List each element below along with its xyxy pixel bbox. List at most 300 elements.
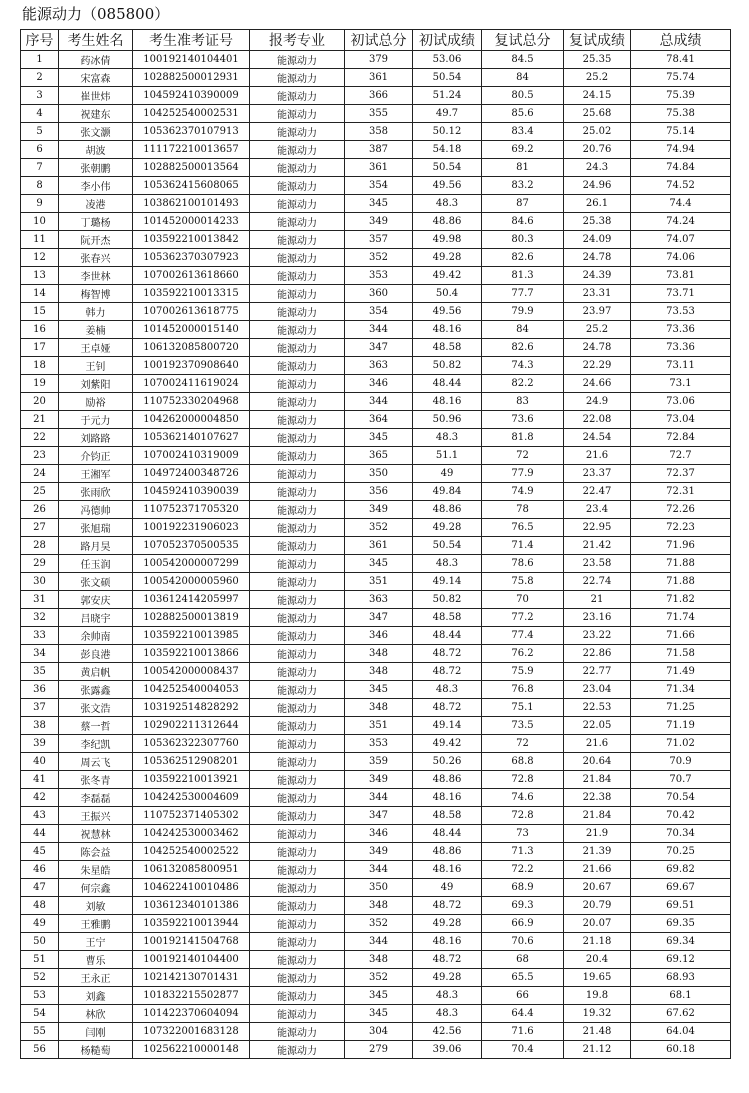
table-row	[21, 249, 731, 267]
table-cell: 48.72	[413, 645, 482, 663]
table-cell: 43	[21, 807, 59, 825]
table-cell: 78.6	[482, 555, 564, 573]
table-row	[21, 1023, 731, 1041]
table-cell: 21.9	[564, 825, 631, 843]
table-cell: 48.86	[413, 501, 482, 519]
table-cell: 能源动力	[250, 105, 345, 123]
table-cell: 104252540004053	[133, 681, 250, 699]
table-cell: 48.16	[413, 789, 482, 807]
table-cell: 20.76	[564, 141, 631, 159]
table-cell: 50	[21, 933, 59, 951]
table-cell: 73	[482, 825, 564, 843]
table-cell: 106132085800951	[133, 861, 250, 879]
table-cell: 71.74	[631, 609, 731, 627]
table-cell: 103592210013315	[133, 285, 250, 303]
table-cell: 21.6	[564, 447, 631, 465]
table-cell: 王钊	[59, 357, 133, 375]
table-cell: 352	[345, 969, 413, 987]
table-row	[21, 645, 731, 663]
table-cell: 69.51	[631, 897, 731, 915]
table-cell: 21	[21, 411, 59, 429]
table-cell: 冯德帅	[59, 501, 133, 519]
table-row	[21, 339, 731, 357]
table-cell: 55	[21, 1023, 59, 1041]
table-cell: 110752371405302	[133, 807, 250, 825]
table-cell: 48.86	[413, 771, 482, 789]
table-row	[21, 501, 731, 519]
table-cell: 101452000014233	[133, 213, 250, 231]
table-cell: 阮开杰	[59, 231, 133, 249]
table-cell: 能源动力	[250, 213, 345, 231]
table-cell: 70.4	[482, 1041, 564, 1059]
table-cell: 84	[482, 321, 564, 339]
table-cell: 102882500012931	[133, 69, 250, 87]
table-cell: 73.36	[631, 339, 731, 357]
table-cell: 21.66	[564, 861, 631, 879]
table-cell: 104592410390009	[133, 87, 250, 105]
table-cell: 102882500013564	[133, 159, 250, 177]
table-cell: 78.41	[631, 51, 731, 69]
table-cell: 24.3	[564, 159, 631, 177]
table-row	[21, 321, 731, 339]
table-cell: 陈会益	[59, 843, 133, 861]
table-cell: 能源动力	[250, 843, 345, 861]
table-cell: 能源动力	[250, 861, 345, 879]
table-cell: 能源动力	[250, 429, 345, 447]
table-cell: 1	[21, 51, 59, 69]
table-cell: 17	[21, 339, 59, 357]
table-row	[21, 879, 731, 897]
table-cell: 64.04	[631, 1023, 731, 1041]
table-cell: 23.97	[564, 303, 631, 321]
table-cell: 28	[21, 537, 59, 555]
table-cell: 105362370107913	[133, 123, 250, 141]
table-cell: 49.28	[413, 519, 482, 537]
table-cell: 81.3	[482, 267, 564, 285]
table-cell: 74.94	[631, 141, 731, 159]
table-cell: 104622410010486	[133, 879, 250, 897]
header-cell: 考生姓名	[59, 30, 133, 51]
table-cell: 73.5	[482, 717, 564, 735]
table-cell: 48.3	[413, 1005, 482, 1023]
table-cell: 104972400348726	[133, 465, 250, 483]
table-cell: 能源动力	[250, 249, 345, 267]
table-cell: 103592210013866	[133, 645, 250, 663]
table-cell: 能源动力	[250, 339, 345, 357]
table-row	[21, 591, 731, 609]
table-cell: 48.72	[413, 897, 482, 915]
table-cell: 69.34	[631, 933, 731, 951]
table-cell: 71.66	[631, 627, 731, 645]
table-cell: 74.84	[631, 159, 731, 177]
table-cell: 71.88	[631, 555, 731, 573]
table-cell: 349	[345, 501, 413, 519]
table-cell: 宋富森	[59, 69, 133, 87]
table-cell: 349	[345, 771, 413, 789]
table-cell: 105362322307760	[133, 735, 250, 753]
table-cell: 71.88	[631, 573, 731, 591]
table-cell: 354	[345, 177, 413, 195]
table-row	[21, 231, 731, 249]
table-cell: 21.42	[564, 537, 631, 555]
table-cell: 彭良港	[59, 645, 133, 663]
table-cell: 51.24	[413, 87, 482, 105]
table-cell: 348	[345, 645, 413, 663]
table-cell: 50.26	[413, 753, 482, 771]
table-cell: 丁璐杨	[59, 213, 133, 231]
table-cell: 于元力	[59, 411, 133, 429]
table-cell: 49.56	[413, 303, 482, 321]
table-cell: 74.3	[482, 357, 564, 375]
table-cell: 能源动力	[250, 447, 345, 465]
table-cell: 15	[21, 303, 59, 321]
table-cell: 68.9	[482, 879, 564, 897]
table-row	[21, 141, 731, 159]
table-cell: 66.9	[482, 915, 564, 933]
table-cell: 26.1	[564, 195, 631, 213]
table-row	[21, 681, 731, 699]
table-cell: 24.96	[564, 177, 631, 195]
table-cell: 50.82	[413, 357, 482, 375]
table-cell: 路月昊	[59, 537, 133, 555]
table-cell: 68	[482, 951, 564, 969]
table-cell: 能源动力	[250, 123, 345, 141]
table-cell: 100192140104401	[133, 51, 250, 69]
table-row	[21, 861, 731, 879]
table-row	[21, 627, 731, 645]
table-row	[21, 303, 731, 321]
table-cell: 蔡一哲	[59, 717, 133, 735]
table-cell: 73.11	[631, 357, 731, 375]
table-cell: 37	[21, 699, 59, 717]
table-row	[21, 717, 731, 735]
table-cell: 6	[21, 141, 59, 159]
table-cell: 75.8	[482, 573, 564, 591]
table-cell: 81.8	[482, 429, 564, 447]
table-row	[21, 1041, 731, 1059]
table-row	[21, 555, 731, 573]
table-cell: 3	[21, 87, 59, 105]
table-cell: 能源动力	[250, 1023, 345, 1041]
table-cell: 39.06	[413, 1041, 482, 1059]
table-cell: 22.77	[564, 663, 631, 681]
table-row	[21, 393, 731, 411]
table-cell: 王卓娅	[59, 339, 133, 357]
table-cell: 80.5	[482, 87, 564, 105]
table-cell: 78	[482, 501, 564, 519]
table-cell: 101452000015140	[133, 321, 250, 339]
table-row	[21, 285, 731, 303]
table-cell: 20	[21, 393, 59, 411]
table-cell: 348	[345, 663, 413, 681]
table-cell: 张露鑫	[59, 681, 133, 699]
table-cell: 能源动力	[250, 555, 345, 573]
table-cell: 107002613618660	[133, 267, 250, 285]
table-cell: 22.29	[564, 357, 631, 375]
table-cell: 能源动力	[250, 1041, 345, 1059]
table-cell: 48.72	[413, 951, 482, 969]
table-row	[21, 69, 731, 87]
table-cell: 7	[21, 159, 59, 177]
table-cell: 71.19	[631, 717, 731, 735]
table-cell: 20.79	[564, 897, 631, 915]
table-cell: 48.86	[413, 213, 482, 231]
table-cell: 104242530003462	[133, 825, 250, 843]
table-cell: 22.38	[564, 789, 631, 807]
table-cell: 52	[21, 969, 59, 987]
table-cell: 5	[21, 123, 59, 141]
table-cell: 60.18	[631, 1041, 731, 1059]
table-cell: 23.16	[564, 609, 631, 627]
table-cell: 40	[21, 753, 59, 771]
table-cell: 83.2	[482, 177, 564, 195]
table-cell: 76.2	[482, 645, 564, 663]
table-cell: 19	[21, 375, 59, 393]
table-cell: 100192141504768	[133, 933, 250, 951]
table-cell: 49.28	[413, 249, 482, 267]
table-cell: 张文硕	[59, 573, 133, 591]
table-row	[21, 519, 731, 537]
table-cell: 64.4	[482, 1005, 564, 1023]
table-cell: 张春兴	[59, 249, 133, 267]
table-cell: 77.7	[482, 285, 564, 303]
table-cell: 49.7	[413, 105, 482, 123]
table-cell: 王永正	[59, 969, 133, 987]
table-cell: 72.84	[631, 429, 731, 447]
table-cell: 19.32	[564, 1005, 631, 1023]
table-cell: 104592410390039	[133, 483, 250, 501]
table-cell: 104252540002522	[133, 843, 250, 861]
table-cell: 能源动力	[250, 735, 345, 753]
table-cell: 70.25	[631, 843, 731, 861]
table-row	[21, 537, 731, 555]
table-cell: 能源动力	[250, 573, 345, 591]
table-cell: 30	[21, 573, 59, 591]
table-cell: 18	[21, 357, 59, 375]
table-row	[21, 771, 731, 789]
table-cell: 103862100101493	[133, 195, 250, 213]
table-cell: 余帅南	[59, 627, 133, 645]
table-cell: 352	[345, 519, 413, 537]
table-cell: 药冰倩	[59, 51, 133, 69]
table-cell: 49.42	[413, 267, 482, 285]
table-cell: 24.09	[564, 231, 631, 249]
table-cell: 22.95	[564, 519, 631, 537]
table-cell: 73.53	[631, 303, 731, 321]
table-cell: 张旭瑞	[59, 519, 133, 537]
table-cell: 72.7	[631, 447, 731, 465]
table-cell: 42.56	[413, 1023, 482, 1041]
table-cell: 50.54	[413, 537, 482, 555]
table-cell: 69.35	[631, 915, 731, 933]
table-cell: 能源动力	[250, 519, 345, 537]
table-cell: 56	[21, 1041, 59, 1059]
table-cell: 能源动力	[250, 789, 345, 807]
table-cell: 77.4	[482, 627, 564, 645]
table-cell: 364	[345, 411, 413, 429]
table-cell: 103592210013842	[133, 231, 250, 249]
table-cell: 22.47	[564, 483, 631, 501]
table-cell: 24.78	[564, 249, 631, 267]
table-cell: 100542000005960	[133, 573, 250, 591]
table-cell: 22.86	[564, 645, 631, 663]
table-cell: 101832215502877	[133, 987, 250, 1005]
table-cell: 353	[345, 735, 413, 753]
table-cell: 王雅鹏	[59, 915, 133, 933]
table-cell: 83.4	[482, 123, 564, 141]
table-cell: 102142130701431	[133, 969, 250, 987]
table-row	[21, 105, 731, 123]
table-cell: 25.02	[564, 123, 631, 141]
table-row	[21, 699, 731, 717]
table-cell: 348	[345, 951, 413, 969]
table-cell: 344	[345, 789, 413, 807]
table-cell: 345	[345, 681, 413, 699]
table-cell: 能源动力	[250, 627, 345, 645]
table-cell: 69.3	[482, 897, 564, 915]
table-cell: 48.3	[413, 681, 482, 699]
table-cell: 祝建东	[59, 105, 133, 123]
table-cell: 70.42	[631, 807, 731, 825]
table-cell: 能源动力	[250, 645, 345, 663]
table-cell: 100192370908640	[133, 357, 250, 375]
table-cell: 69.2	[482, 141, 564, 159]
table-cell: 王湘军	[59, 465, 133, 483]
table-cell: 103592210013944	[133, 915, 250, 933]
table-cell: 能源动力	[250, 951, 345, 969]
table-cell: 李小伟	[59, 177, 133, 195]
table-cell: 41	[21, 771, 59, 789]
table-cell: 49.42	[413, 735, 482, 753]
table-cell: 闫刚	[59, 1023, 133, 1041]
table-cell: 能源动力	[250, 501, 345, 519]
table-cell: 53.06	[413, 51, 482, 69]
table-cell: 21.84	[564, 771, 631, 789]
table-cell: 48	[21, 897, 59, 915]
table-row	[21, 843, 731, 861]
table-cell: 76.5	[482, 519, 564, 537]
table-cell: 48.58	[413, 339, 482, 357]
table-cell: 345	[345, 987, 413, 1005]
table-cell: 72.8	[482, 807, 564, 825]
table-cell: 49.84	[413, 483, 482, 501]
table-cell: 102562210000148	[133, 1041, 250, 1059]
header-cell: 报考专业	[250, 30, 345, 51]
table-cell: 25.38	[564, 213, 631, 231]
table-cell: 21.39	[564, 843, 631, 861]
table-cell: 能源动力	[250, 681, 345, 699]
table-cell: 344	[345, 321, 413, 339]
table-cell: 23.4	[564, 501, 631, 519]
table-cell: 48.58	[413, 609, 482, 627]
table-row	[21, 87, 731, 105]
table-cell: 54	[21, 1005, 59, 1023]
table-cell: 47	[21, 879, 59, 897]
table-cell: 358	[345, 123, 413, 141]
table-row	[21, 483, 731, 501]
table-cell: 能源动力	[250, 141, 345, 159]
table-cell: 48.44	[413, 825, 482, 843]
table-cell: 能源动力	[250, 717, 345, 735]
table-cell: 49.14	[413, 717, 482, 735]
table-cell: 49.14	[413, 573, 482, 591]
table-cell: 71.96	[631, 537, 731, 555]
table-cell: 50.96	[413, 411, 482, 429]
table-cell: 103192514828292	[133, 699, 250, 717]
table-cell: 44	[21, 825, 59, 843]
table-cell: 359	[345, 753, 413, 771]
table-row	[21, 465, 731, 483]
header-cell: 总成绩	[631, 30, 731, 51]
table-cell: 75.74	[631, 69, 731, 87]
table-cell: 林欣	[59, 1005, 133, 1023]
table-row	[21, 753, 731, 771]
table-cell: 74.24	[631, 213, 731, 231]
table-cell: 349	[345, 213, 413, 231]
table-cell: 22.08	[564, 411, 631, 429]
table-cell: 20.67	[564, 879, 631, 897]
table-cell: 曹乐	[59, 951, 133, 969]
table-cell: 姜楠	[59, 321, 133, 339]
table-cell: 53	[21, 987, 59, 1005]
table-cell: 353	[345, 267, 413, 285]
table-cell: 49.56	[413, 177, 482, 195]
table-cell: 48.16	[413, 861, 482, 879]
table-cell: 励裕	[59, 393, 133, 411]
table-cell: 85.6	[482, 105, 564, 123]
table-row	[21, 159, 731, 177]
table-cell: 72.37	[631, 465, 731, 483]
table-row	[21, 573, 731, 591]
table-cell: 73.1	[631, 375, 731, 393]
table-cell: 73.36	[631, 321, 731, 339]
table-cell: 356	[345, 483, 413, 501]
table-cell: 106132085800720	[133, 339, 250, 357]
table-row	[21, 789, 731, 807]
table-cell: 26	[21, 501, 59, 519]
table-cell: 363	[345, 591, 413, 609]
table-cell: 48.16	[413, 933, 482, 951]
table-cell: 71.02	[631, 735, 731, 753]
table-cell: 344	[345, 933, 413, 951]
table-cell: 83	[482, 393, 564, 411]
table-cell: 71.58	[631, 645, 731, 663]
table-cell: 100542000008437	[133, 663, 250, 681]
table-cell: 348	[345, 699, 413, 717]
table-row	[21, 411, 731, 429]
header-row	[21, 30, 731, 51]
table-cell: 73.6	[482, 411, 564, 429]
table-cell: 66	[482, 987, 564, 1005]
table-cell: 72	[482, 735, 564, 753]
table-cell: 68.1	[631, 987, 731, 1005]
table-cell: 68.8	[482, 753, 564, 771]
table-cell: 352	[345, 249, 413, 267]
table-cell: 103612340101386	[133, 897, 250, 915]
table-cell: 张冬青	[59, 771, 133, 789]
table-row	[21, 735, 731, 753]
table-cell: 87	[482, 195, 564, 213]
table-cell: 能源动力	[250, 51, 345, 69]
table-cell: 351	[345, 573, 413, 591]
table-cell: 74.6	[482, 789, 564, 807]
table-cell: 13	[21, 267, 59, 285]
table-cell: 48.3	[413, 195, 482, 213]
table-cell: 能源动力	[250, 483, 345, 501]
table-cell: 77.9	[482, 465, 564, 483]
table-cell: 25.2	[564, 321, 631, 339]
table-cell: 21.18	[564, 933, 631, 951]
